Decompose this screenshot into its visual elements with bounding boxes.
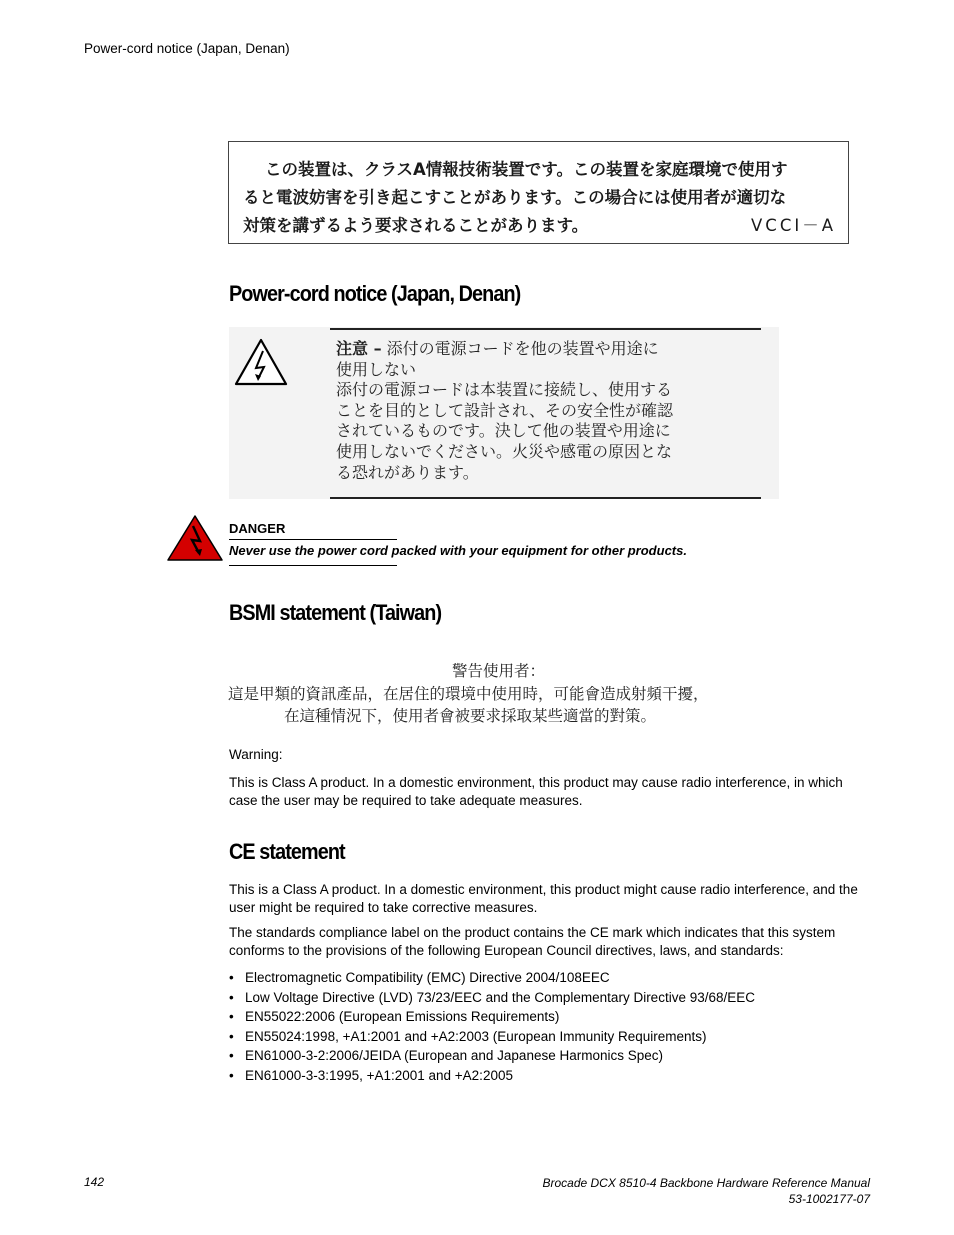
manual-title: Brocade DCX 8510-4 Backbone Hardware Reference Manual <box>542 1176 870 1190</box>
running-head: Power-cord notice (Japan, Denan) <box>84 41 290 56</box>
caution-bottom-rule <box>330 497 761 499</box>
tw-line-1: 警告使用者： <box>452 662 546 680</box>
footer-manual-info <box>542 1175 870 1207</box>
japanese-caution-notice <box>229 327 779 499</box>
page-number: 142 <box>84 1175 105 1189</box>
japanese-caution-text <box>336 339 766 483</box>
ce-paragraph-2: The standards compliance label on the product contains the CE mark which indicates that this system conforms to the provisions of the following European Council directives, laws, and standards: <box>229 925 836 958</box>
section-heading-bsmi: BSMI statement (Taiwan) <box>229 600 442 625</box>
danger-top-rule <box>229 539 397 540</box>
danger-label: DANGER <box>229 521 286 536</box>
jp-line-7: る恐れがあります。 <box>336 462 479 482</box>
vcci-line-3-text: 対策を講ずるよう要求されることがあります。 <box>243 216 589 235</box>
bsmi-warning-body: This is Class A product. In a domestic environment, this product may cause radio interference, in which case the user may be required to take adequate measures. <box>229 775 843 808</box>
vcci-line-2: ると電波妨害を引き起こすことがあります。この場合には使用者が適切な <box>243 188 787 207</box>
doc-number: 53-1002177-07 <box>788 1192 870 1206</box>
jp-line-1-text: 添付の電源コードを他の装置や用途に <box>386 339 659 358</box>
list-item: • EN55024:1998, +A1:2001 and +A2:2003 (European Immunity Requirements) <box>229 1027 755 1047</box>
list-item: • Low Voltage Directive (LVD) 73/23/EEC and the Complementary Directive 93/68/EEC <box>229 988 755 1008</box>
vcci-notice-box <box>228 141 849 244</box>
ce-paragraph-1: This is a Class A product. In a domestic environment, this product might cause radio interference, and the user might be required to take corrective measures. <box>229 882 858 915</box>
jp-caution-title: 注意 – <box>336 339 382 358</box>
list-item: • EN61000-3-2:2006/JEIDA (European and Japanese Harmonics Spec) <box>229 1046 755 1066</box>
list-item: • EN61000-3-3:1995, +A1:2001 and +A2:2005 <box>229 1066 755 1086</box>
caution-top-rule <box>330 328 761 330</box>
electric-shock-warning-icon <box>233 337 289 387</box>
jp-line-6: 使用しないでください。火災や感電の原因とな <box>336 441 673 461</box>
danger-text: Never use the power cord packed with your equipment for other products. <box>229 543 687 558</box>
taiwan-warning-text <box>228 660 788 728</box>
danger-icon <box>166 514 224 562</box>
vcci-code: VCCI－A <box>751 216 836 235</box>
vcci-line-3 <box>243 212 836 240</box>
jp-line-2: 使用しない <box>336 359 417 379</box>
section-heading-ce: CE statement <box>229 839 345 864</box>
tw-line-2: 這是甲類的資訊產品，在居住的環境中使用時，可能會造成射頻干擾， <box>228 684 709 703</box>
bsmi-warning-label: Warning: <box>229 747 283 762</box>
list-item: • EN55022:2006 (European Emissions Requirements) <box>229 1007 755 1027</box>
tw-line-3: 在這種情況下，使用者會被要求採取某些適當的對策。 <box>284 707 657 725</box>
jp-line-5: されているものです。決して他の装置や用途に <box>336 421 671 441</box>
section-heading-power-cord: Power-cord notice (Japan, Denan) <box>229 281 521 306</box>
jp-line-1 <box>336 339 766 360</box>
list-item: • Electromagnetic Compatibility (EMC) Directive 2004/108EEC <box>229 968 755 988</box>
ce-standards-list <box>229 968 755 1086</box>
jp-line-3: 添付の電源コードは本装置に接続し、使用する <box>336 380 673 400</box>
vcci-line-1: この装置は、クラスA情報技術装置です。この装置を家庭環境で使用す <box>265 160 788 179</box>
danger-bottom-rule <box>229 565 397 566</box>
jp-line-4: ことを目的として設計され、その安全性が確認 <box>336 400 673 420</box>
